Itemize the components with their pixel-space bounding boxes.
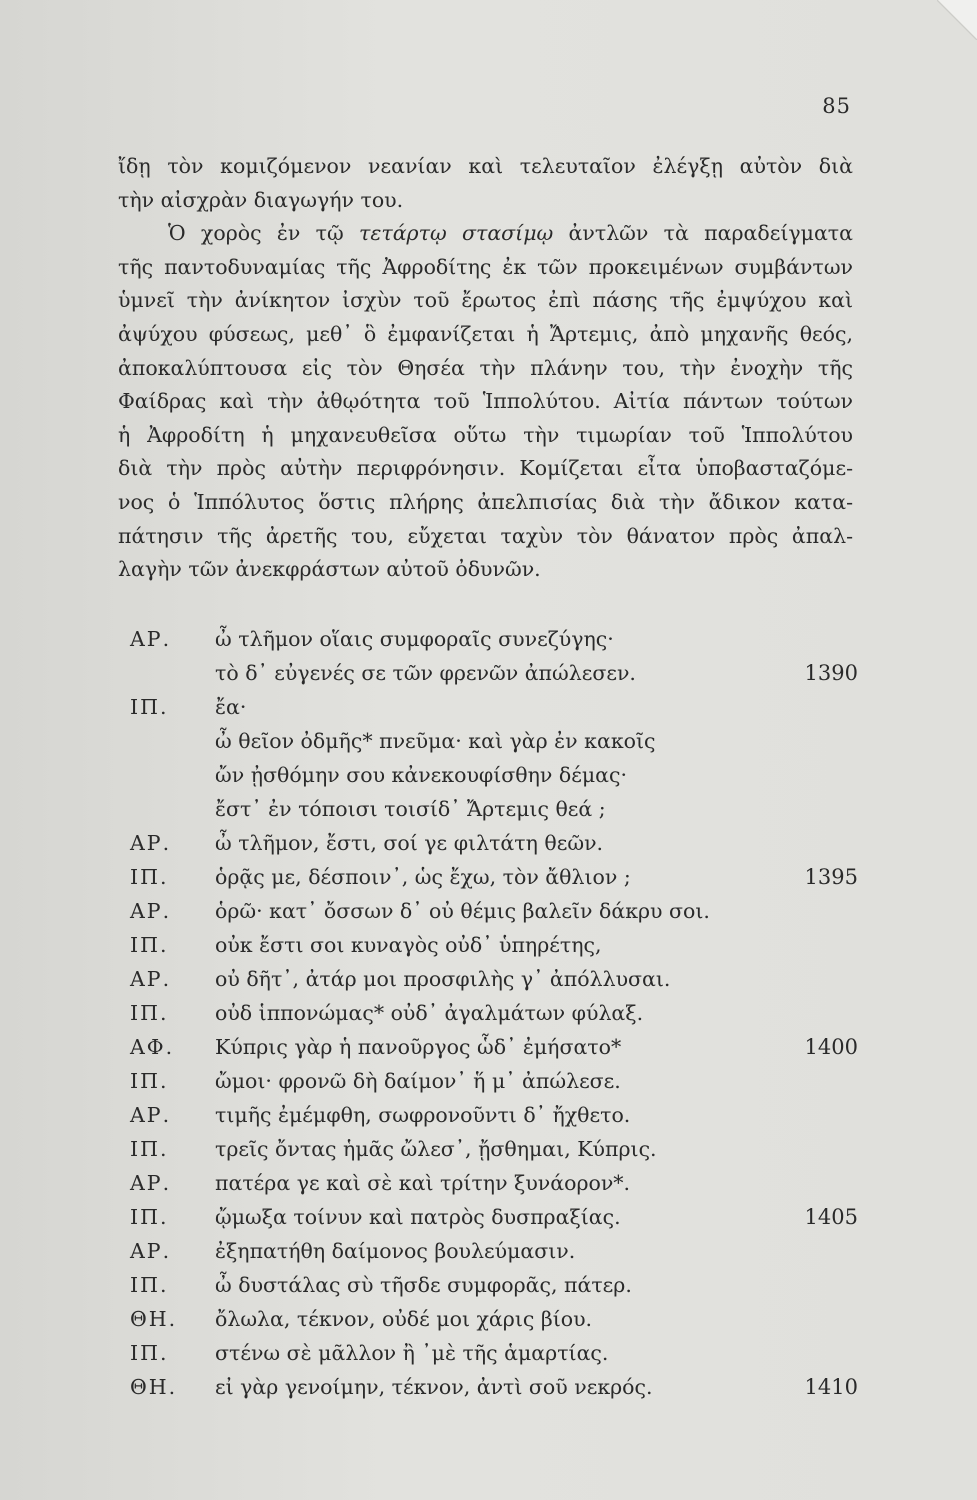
line-number: 1390 bbox=[804, 661, 858, 685]
line-number: 1395 bbox=[804, 865, 858, 889]
prose-line: ἀψύχου φύσεως, μεθ᾿ ὃ ἐμφανίζεται ἡ Ἄρτεμις, ἀπὸ μηχανῆς θεός, bbox=[118, 321, 853, 346]
speaker-label: ΙΠ. bbox=[130, 933, 169, 957]
prose-line: ἀποκαλύπτουσα εἰς τὸν Θησέα τὴν πλάνην του, τὴν ἐνοχὴν τῆς bbox=[118, 355, 853, 380]
verse-line bbox=[118, 758, 858, 792]
commentary-paragraph bbox=[118, 150, 853, 587]
verse-text: οὐ δῆτ᾿, ἀτάρ μοι προσφιλὴς γ᾿ ἀπόλλυσαι. bbox=[215, 967, 671, 991]
speaker-label: ΙΠ. bbox=[130, 1069, 169, 1093]
speaker-label: ΑΦ. bbox=[130, 1035, 175, 1059]
verse-line bbox=[118, 1030, 858, 1064]
verse-text: ὄλωλα, τέκνον, οὐδέ μοι χάρις βίου. bbox=[215, 1307, 593, 1331]
prose-line: διὰ τὴν πρὸς αὐτὴν περιφρόνησιν. Κομίζεται εἶτα ὑποβασταζόμε- bbox=[118, 456, 853, 481]
speaker-label: ΑΡ. bbox=[130, 627, 172, 651]
verse-line bbox=[118, 860, 858, 894]
prose-line: τῆς παντοδυναμίας τῆς Ἀφροδίτης ἐκ τῶν προκειμένων συμβάντων bbox=[118, 254, 853, 279]
verse-text: ὦ θεῖον ὀδμῆς* πνεῦμα· καὶ γὰρ ἐν κακοῖς bbox=[215, 729, 656, 753]
verse-text: ὤν ᾐσθόμην σου κἀνεκουφίσθην δέμας· bbox=[215, 763, 628, 787]
verse-line bbox=[118, 1064, 858, 1098]
page-number: 85 bbox=[822, 94, 851, 118]
prose-italic-phrase: τετάρτῳ στασίμῳ bbox=[359, 221, 554, 246]
prose-line: ὑμνεῖ τὴν ἀνίκητον ἰσχὺν τοῦ ἔρωτος ἐπὶ πάσης τῆς ἐμψύχου καὶ bbox=[118, 288, 853, 313]
verse-dialogue bbox=[118, 622, 858, 1404]
verse-line bbox=[118, 928, 858, 962]
page-corner-fold bbox=[937, 0, 977, 40]
verse-text: ὁρῶ· κατ᾿ ὄσσων δ᾿ οὐ θέμις βαλεῖν δάκρυ σοι. bbox=[215, 899, 710, 923]
verse-line bbox=[118, 1132, 858, 1166]
verse-line bbox=[118, 1234, 858, 1268]
prose-line: Φαίδρας καὶ τὴν ἀθῳότητα τοῦ Ἱππολύτου. Αἰτία πάντων τούτων bbox=[118, 389, 853, 414]
speaker-label: ΑΡ. bbox=[130, 1239, 172, 1263]
speaker-label: ΙΠ. bbox=[130, 1273, 169, 1297]
verse-text: εἰ γὰρ γενοίμην, τέκνον, ἀντὶ σοῦ νεκρός. bbox=[215, 1375, 653, 1399]
speaker-label: ΙΠ. bbox=[130, 1341, 169, 1365]
verse-text: ἔα· bbox=[215, 695, 247, 719]
speaker-label: ΙΠ. bbox=[130, 1205, 169, 1229]
speaker-label: ΑΡ. bbox=[130, 831, 172, 855]
verse-line bbox=[118, 690, 858, 724]
verse-line bbox=[118, 656, 858, 690]
verse-line bbox=[118, 724, 858, 758]
verse-line bbox=[118, 1098, 858, 1132]
speaker-label: ΑΡ. bbox=[130, 899, 172, 923]
verse-text: ὦ τλῆμον, ἔστι, σοί γε φιλτάτη θεῶν. bbox=[215, 831, 604, 855]
verse-text: ἔστ᾿ ἐν τόποισι τοισίδ᾿ Ἄρτεμις θεά ; bbox=[215, 797, 606, 821]
verse-text: τιμῆς ἐμέμφθη, σωφρονοῦντι δ᾿ ἤχθετο. bbox=[215, 1103, 631, 1127]
speaker-label: ΑΡ. bbox=[130, 1171, 172, 1195]
verse-text: Κύπρις γὰρ ἡ πανοῦργος ὧδ᾿ ἐμήσατο* bbox=[215, 1035, 622, 1059]
verse-line bbox=[118, 1302, 858, 1336]
prose-segment: Ὁ χορὸς ἐν τῷ bbox=[168, 221, 360, 246]
verse-text: τρεῖς ὄντας ἡμᾶς ὤλεσ᾿, ᾔσθημαι, Κύπρις. bbox=[215, 1137, 657, 1161]
verse-line bbox=[118, 962, 858, 996]
speaker-label: ΙΠ. bbox=[130, 865, 169, 889]
verse-text: ᾤμωξα τοίνυν καὶ πατρὸς δυσπραξίας. bbox=[215, 1205, 621, 1229]
line-number: 1410 bbox=[804, 1375, 858, 1399]
speaker-label: ΘΗ. bbox=[130, 1375, 178, 1399]
speaker-label: ΘΗ. bbox=[130, 1307, 178, 1331]
prose-line-italic bbox=[118, 217, 853, 251]
verse-text: πατέρα γε καὶ σὲ καὶ τρίτην ξυνάορον*. bbox=[215, 1171, 631, 1195]
prose-line: ἡ Ἀφροδίτη ἡ μηχανευθεῖσα οὕτω τὴν τιμωρίαν τοῦ Ἱππολύτου bbox=[118, 422, 853, 447]
verse-line bbox=[118, 1268, 858, 1302]
verse-line bbox=[118, 1370, 858, 1404]
speaker-label: ΙΠ. bbox=[130, 1001, 169, 1025]
line-number: 1405 bbox=[804, 1205, 858, 1229]
verse-text: τὸ δ᾿ εὐγενές σε τῶν φρενῶν ἀπώλεσεν. bbox=[215, 661, 636, 685]
verse-text: οὐκ ἔστι σοι κυναγὸς οὐδ᾿ ὑπηρέτης, bbox=[215, 933, 602, 957]
verse-text: ὁρᾷς με, δέσποιν᾿, ὡς ἔχω, τὸν ἄθλιον ; bbox=[215, 865, 631, 889]
prose-line: ἴδῃ τὸν κομιζόμενον νεανίαν καὶ τελευταῖον ἐλέγξῃ αὐτὸν διὰ bbox=[118, 154, 853, 178]
verse-line bbox=[118, 1166, 858, 1200]
prose-segment: ἀντλῶν τὰ παραδείγματα bbox=[553, 221, 853, 246]
speaker-label: ΙΠ. bbox=[130, 1137, 169, 1161]
verse-line bbox=[118, 996, 858, 1030]
verse-line bbox=[118, 792, 858, 826]
verse-line bbox=[118, 622, 858, 656]
verse-text: ὦ δυστάλας σὺ τῆσδε συμφορᾶς, πάτερ. bbox=[215, 1273, 632, 1297]
prose-line: νος ὁ Ἱππόλυτος ὅστις πλήρης ἀπελπισίας διὰ τὴν ἄδικον κατα- bbox=[118, 489, 853, 514]
prose-line: λαγὴν τῶν ἀνεκφράστων αὐτοῦ ὀδυνῶν. bbox=[118, 557, 541, 582]
prose-line: τὴν αἰσχρὰν διαγωγήν του. bbox=[118, 187, 404, 212]
speaker-label: ΑΡ. bbox=[130, 1103, 172, 1127]
verse-text: ἐξηπατήθη δαίμονος βουλεύμασιν. bbox=[215, 1239, 576, 1263]
verse-line bbox=[118, 1200, 858, 1234]
speaker-label: ΑΡ. bbox=[130, 967, 172, 991]
verse-text: ὤμοι· φρονῶ δὴ δαίμον᾿ ἥ μ᾿ ἀπώλεσε. bbox=[215, 1069, 621, 1093]
prose-line: πάτησιν τῆς ἀρετῆς του, εὔχεται ταχὺν τὸν θάνατον πρὸς ἀπαλ- bbox=[118, 523, 853, 548]
verse-text: στένω σὲ μᾶλλον ἢ ᾿μὲ τῆς ἁμαρτίας. bbox=[215, 1341, 609, 1365]
verse-text: οὐδ ἱππονώμας* οὐδ᾿ ἀγαλμάτων φύλαξ. bbox=[215, 1001, 644, 1025]
verse-line bbox=[118, 894, 858, 928]
verse-line bbox=[118, 826, 858, 860]
verse-line bbox=[118, 1336, 858, 1370]
verse-text: ὦ τλῆμον οἵαις συμφοραῖς συνεζύγης· bbox=[215, 627, 614, 651]
line-number: 1400 bbox=[804, 1035, 858, 1059]
speaker-label: ΙΠ. bbox=[130, 695, 169, 719]
